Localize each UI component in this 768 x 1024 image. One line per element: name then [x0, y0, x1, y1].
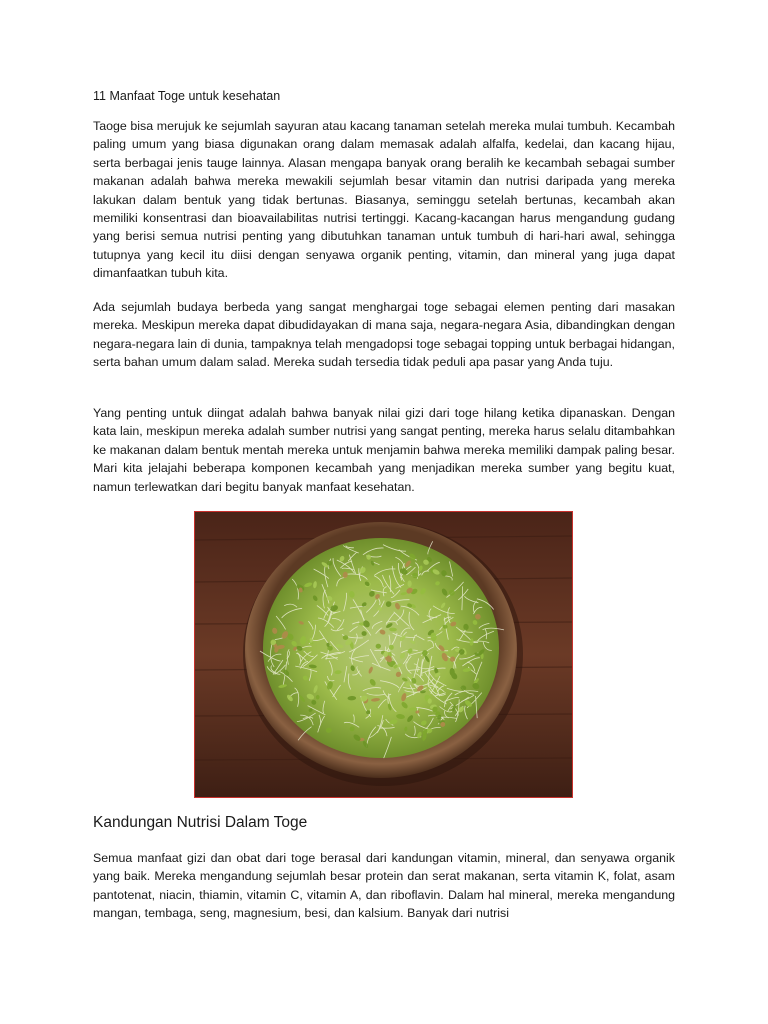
- paragraph-heat: Yang penting untuk diingat adalah bahwa banyak nilai gizi dari toge hilang ketika dipanaskan. Dengan kata lain, meskipun mereka adalah sumber nutrisi yang sangat penting, mereka harus selalu ditambahkan ke makanan dalam bentuk mentah mereka untuk menjamin bahwa mereka memiliki dampak paling besar. Mari kita jelajahi beberapa komponen kecambah yang menjadikan mereka sumber yang begitu kuat, namun terlewatkan dari begitu banyak manfaat kesehatan.: [93, 406, 675, 494]
- section-heading: Kandungan Nutrisi Dalam Toge: [93, 814, 308, 831]
- paragraph-nutrition: Semua manfaat gizi dan obat dari toge berasal dari kandungan vitamin, mineral, dan senyawa organik yang baik. Mereka mengandung sejumlah besar protein dan serat makanan, serta vitamin K, folat, asam pantotenat, niacin, thiamin, vitamin C, vitamin A, dan riboflavin. Dalam hal mineral, mereka mengandung mangan, tembaga, seng, magnesium, besi, dan kalsium. Banyak dari nutrisi: [93, 851, 675, 921]
- sprouts-bowl-photo: [195, 512, 572, 797]
- paragraph-intro: Taoge bisa merujuk ke sejumlah sayuran atau kacang tanaman setelah mereka mulai tumbuh. Kecambah paling umum yang biasa digunakan orang dalam memasak adalah alfalfa, kedelai, dan kacang hijau, serta berbagai jenis tauge lainnya. Alasan mengapa banyak orang beralih ke kecambah sebagai sumber makanan adalah bahwa mereka mewakili sejumlah besar vitamin dan nutrisi daripada yang mereka lakukan dalam bentuk yang tidak bertunas. Biasanya, seminggu setelah bertunas, kecambah akan memiliki konsentrasi dan bioavailabilitas nutrisi tertinggi. Kacang-kacangan harus mengandung gudang yang berisi semua nutrisi penting yang dibutuhkan tanaman untuk tumbuh di hari-hari awal, sehingga tutupnya yang kecil itu diisi dengan senyawa organik penting, vitamin, dan mineral yang juga dapat dimanfaatkan tubuh kita.: [93, 119, 675, 281]
- document-title: 11 Manfaat Toge untuk kesehatan: [93, 89, 281, 103]
- paragraph-cultures: Ada sejumlah budaya berbeda yang sangat menghargai toge sebagai elemen penting dari masakan mereka. Meskipun mereka dapat dibudidayakan di mana saja, negara-negara Asia, dibandingkan dengan negara-negara lain di dunia, tampaknya telah mengadopsi toge sebagai topping untuk berbagai hidangan, serta bahan umum dalam salad. Mereka sudah tersedia tidak peduli apa pasar yang Anda tuju.: [93, 300, 675, 370]
